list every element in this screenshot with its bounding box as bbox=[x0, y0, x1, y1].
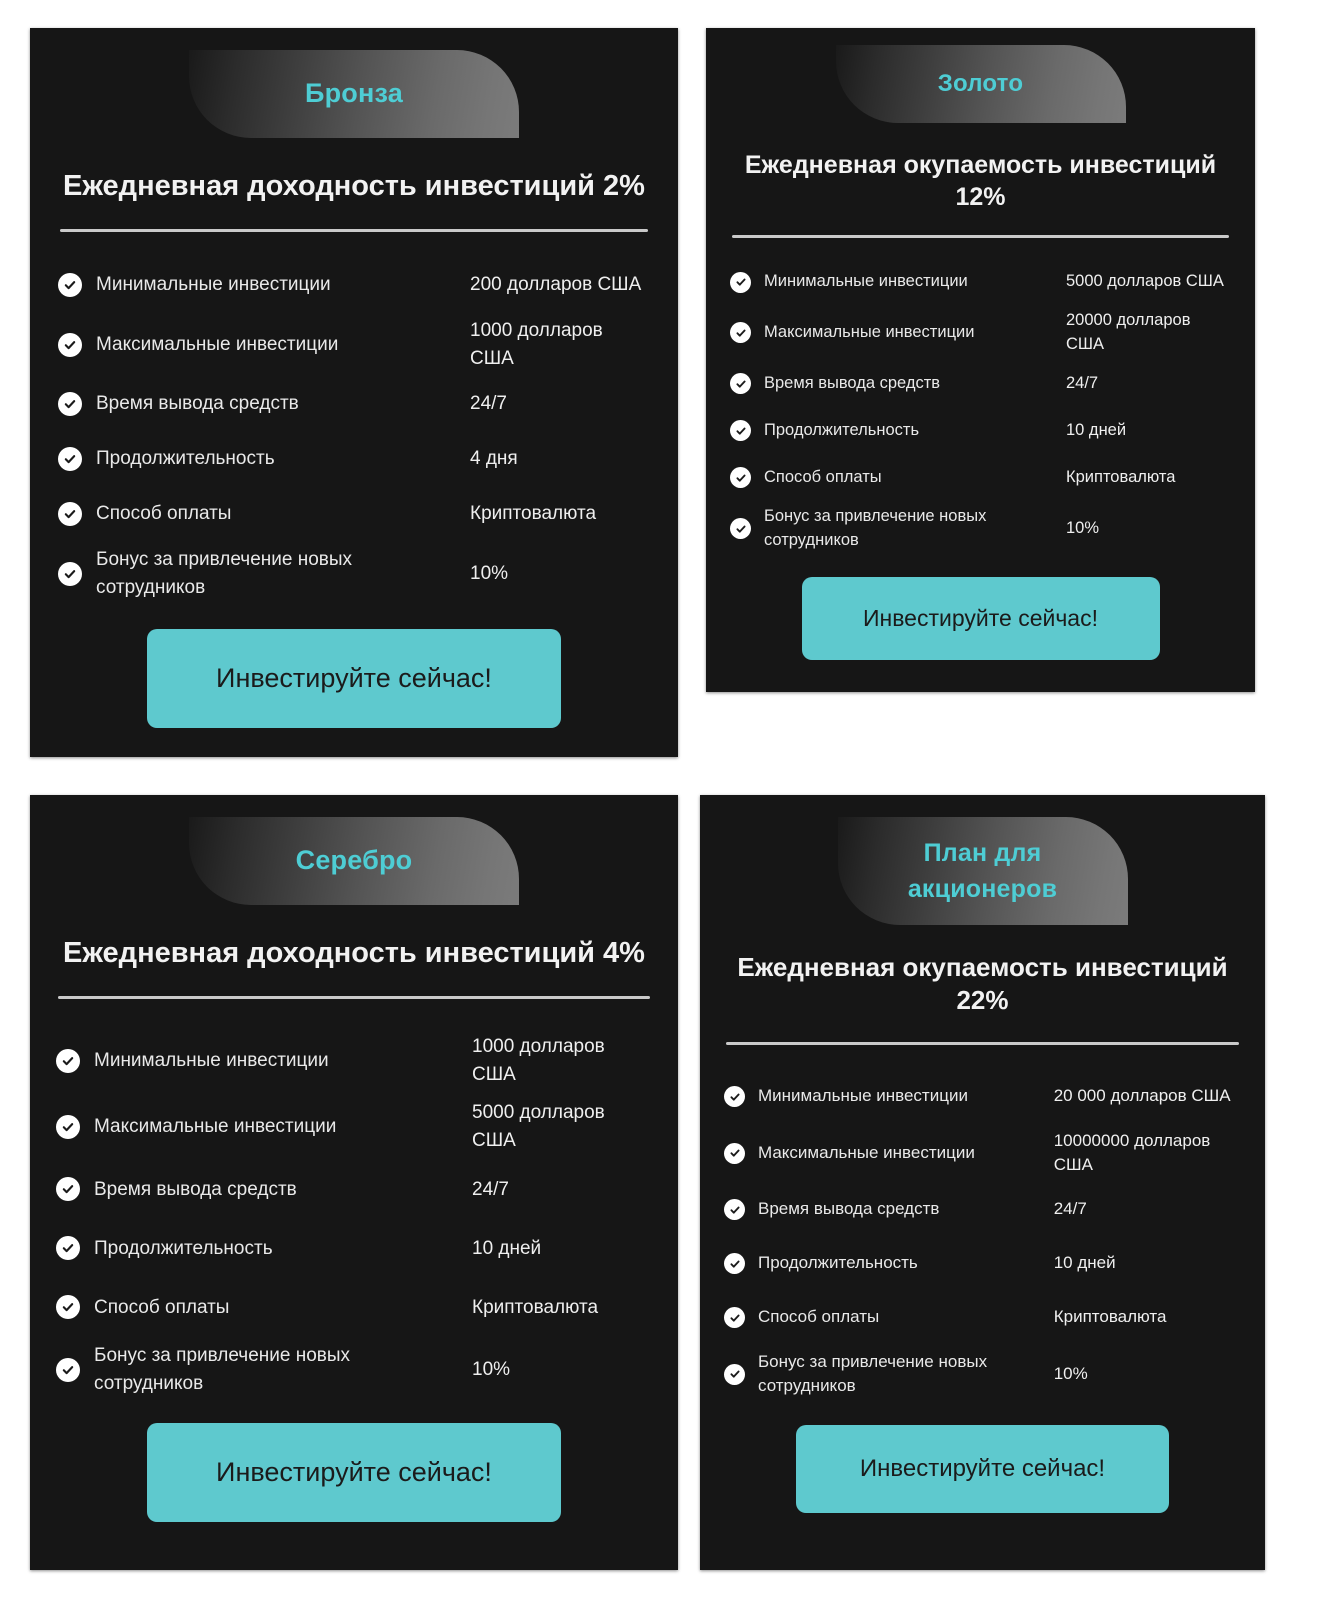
feature-row bbox=[724, 1188, 1241, 1232]
check-circle-icon bbox=[58, 447, 82, 471]
check-circle-icon bbox=[724, 1253, 745, 1274]
check-circle-icon bbox=[724, 1143, 745, 1164]
plan-title: Ежедневная окупаемость инвестиций 22% bbox=[737, 952, 1228, 1016]
feature-value: 24/7 bbox=[1053, 1199, 1087, 1219]
check-circle-icon bbox=[56, 1177, 80, 1201]
plan-card-silver bbox=[30, 795, 678, 1570]
feature-label: Время вывода средств bbox=[94, 1178, 297, 1200]
feature-label: Максимальные инвестиции bbox=[94, 1115, 337, 1137]
check-circle-icon bbox=[56, 1049, 80, 1073]
feature-value: 10% bbox=[472, 1359, 511, 1381]
feature-label: Способ оплаты bbox=[764, 467, 882, 486]
invest-now-button[interactable]: Инвестируйте сейчас! bbox=[147, 1423, 561, 1522]
feature-label: Минимальные инвестиции bbox=[764, 272, 968, 291]
feature-row bbox=[58, 381, 650, 427]
feature-label: Бонус за привлечение новых сотрудников bbox=[96, 549, 353, 598]
feature-value: 20000 долларов США bbox=[1066, 311, 1191, 353]
plan-divider bbox=[726, 1042, 1239, 1045]
feature-value: 4 дня bbox=[470, 448, 518, 470]
feature-row bbox=[724, 1296, 1241, 1340]
feature-label: Время вывода средств bbox=[96, 393, 299, 415]
feature-label: Максимальные инвестиции bbox=[758, 1142, 975, 1162]
feature-row bbox=[730, 411, 1231, 451]
feature-value: 5000 долларов США bbox=[1066, 272, 1224, 291]
feature-label: Максимальные инвестиции bbox=[96, 333, 339, 355]
feature-value: 24/7 bbox=[1066, 373, 1099, 392]
invest-now-button[interactable]: Инвестируйте сейчас! bbox=[802, 577, 1160, 660]
feature-row bbox=[56, 1033, 652, 1088]
feature-value: 200 долларов США bbox=[470, 274, 642, 296]
check-circle-icon bbox=[58, 562, 82, 586]
plan-ribbon bbox=[836, 45, 1126, 123]
check-circle-icon bbox=[56, 1115, 80, 1139]
plan-feature-list bbox=[730, 262, 1231, 553]
check-circle-icon bbox=[724, 1307, 745, 1328]
invest-now-button[interactable]: Инвестируйте сейчас! bbox=[147, 629, 561, 728]
feature-value: 5000 долларов США bbox=[472, 1102, 605, 1151]
feature-label: Продолжительность bbox=[764, 420, 920, 439]
plan-title: Ежедневная доходность инвестиций 2% bbox=[63, 170, 645, 202]
check-circle-icon bbox=[730, 420, 751, 441]
check-circle-icon bbox=[56, 1236, 80, 1260]
feature-row bbox=[730, 364, 1231, 404]
plan-cta-container bbox=[706, 577, 1255, 660]
check-circle-icon bbox=[56, 1358, 80, 1382]
plan-ribbon-label: План для акционеров bbox=[907, 838, 1058, 903]
check-circle-icon bbox=[724, 1086, 745, 1107]
feature-value: 24/7 bbox=[470, 393, 507, 415]
plan-ribbon-label: Золото bbox=[937, 69, 1024, 97]
feature-row bbox=[724, 1242, 1241, 1286]
feature-value: 1000 долларов США bbox=[472, 1036, 605, 1085]
plan-divider bbox=[58, 996, 650, 999]
feature-label: Минимальные инвестиции bbox=[758, 1086, 968, 1106]
feature-label: Бонус за привлечение новых сотрудников bbox=[94, 1345, 351, 1394]
check-circle-icon bbox=[730, 518, 751, 539]
feature-label: Продолжительность bbox=[94, 1237, 273, 1259]
plan-ribbon-label: Бронза bbox=[305, 78, 403, 109]
plan-cta-container bbox=[30, 1423, 678, 1522]
check-circle-icon bbox=[730, 272, 751, 293]
feature-row bbox=[56, 1342, 652, 1397]
plan-ribbon-container bbox=[30, 795, 678, 905]
feature-value: 10 дней bbox=[1066, 420, 1127, 439]
check-circle-icon bbox=[56, 1295, 80, 1319]
plan-divider bbox=[732, 235, 1229, 238]
plan-title: Ежедневная доходность инвестиций 4% bbox=[63, 937, 645, 969]
plan-ribbon-container bbox=[706, 28, 1255, 123]
feature-row bbox=[730, 458, 1231, 498]
check-circle-icon bbox=[730, 322, 751, 343]
plan-card-bronze bbox=[30, 28, 678, 757]
check-circle-icon bbox=[724, 1199, 745, 1220]
feature-row bbox=[58, 546, 650, 601]
feature-label: Продолжительность bbox=[758, 1253, 918, 1273]
feature-value: 10000000 долларов США bbox=[1053, 1130, 1211, 1175]
check-circle-icon bbox=[730, 467, 751, 488]
feature-label: Способ оплаты bbox=[94, 1296, 230, 1318]
plan-feature-list bbox=[56, 1033, 652, 1397]
check-circle-icon bbox=[730, 373, 751, 394]
plan-ribbon-container bbox=[30, 28, 678, 138]
feature-row bbox=[58, 262, 650, 308]
plan-ribbon-container bbox=[700, 795, 1265, 925]
plan-card-gold bbox=[706, 28, 1255, 692]
feature-row bbox=[56, 1099, 652, 1154]
feature-row bbox=[724, 1075, 1241, 1119]
feature-label: Минимальные инвестиции bbox=[96, 274, 331, 296]
plan-divider bbox=[60, 229, 648, 232]
feature-value: Криптовалюта bbox=[472, 1296, 599, 1318]
feature-label: Способ оплаты bbox=[96, 503, 232, 525]
check-circle-icon bbox=[58, 502, 82, 526]
feature-row bbox=[56, 1165, 652, 1213]
plan-feature-list bbox=[724, 1075, 1241, 1400]
feature-label: Бонус за привлечение новых сотрудников bbox=[758, 1351, 988, 1396]
feature-value: Криптовалюта bbox=[1066, 467, 1176, 486]
feature-value: 10 дней bbox=[472, 1237, 542, 1259]
feature-row bbox=[724, 1129, 1241, 1178]
feature-label: Максимальные инвестиции bbox=[764, 322, 975, 341]
plan-ribbon bbox=[189, 50, 519, 138]
plan-cta-container bbox=[700, 1425, 1265, 1513]
feature-value: 20 000 долларов США bbox=[1053, 1086, 1231, 1106]
feature-label: Минимальные инвестиции bbox=[94, 1049, 329, 1071]
check-circle-icon bbox=[58, 333, 82, 357]
plan-ribbon-label: Серебро bbox=[295, 845, 413, 876]
check-circle-icon bbox=[724, 1364, 745, 1385]
feature-value: 10% bbox=[1066, 518, 1100, 537]
plan-cta-container bbox=[30, 629, 678, 728]
feature-row bbox=[730, 262, 1231, 302]
feature-value: 10 дней bbox=[1053, 1253, 1116, 1273]
feature-row bbox=[56, 1224, 652, 1272]
plan-ribbon bbox=[838, 817, 1128, 925]
feature-label: Время вывода средств bbox=[764, 373, 941, 392]
feature-row bbox=[730, 505, 1231, 553]
feature-value: 1000 долларов США bbox=[470, 320, 603, 369]
feature-row bbox=[724, 1350, 1241, 1399]
feature-label: Бонус за привлечение новых сотрудников bbox=[764, 506, 987, 549]
feature-value: 10% bbox=[1053, 1364, 1088, 1384]
feature-row bbox=[58, 436, 650, 482]
feature-row bbox=[58, 491, 650, 537]
feature-value: Криптовалюта bbox=[1053, 1307, 1167, 1327]
check-circle-icon bbox=[58, 273, 82, 297]
feature-row bbox=[58, 317, 650, 372]
feature-row bbox=[730, 309, 1231, 357]
feature-row bbox=[56, 1283, 652, 1331]
feature-label: Время вывода средств bbox=[758, 1199, 940, 1219]
feature-label: Способ оплаты bbox=[758, 1307, 880, 1327]
feature-value: Криптовалюта bbox=[470, 503, 597, 525]
feature-label: Продолжительность bbox=[96, 448, 275, 470]
check-circle-icon bbox=[58, 392, 82, 416]
plan-title: Ежедневная окупаемость инвестиций 12% bbox=[744, 151, 1217, 211]
feature-value: 24/7 bbox=[472, 1178, 509, 1200]
plan-ribbon bbox=[189, 817, 519, 905]
invest-now-button[interactable]: Инвестируйте сейчас! bbox=[796, 1425, 1169, 1513]
plan-card-shareholder bbox=[700, 795, 1265, 1570]
plan-feature-list bbox=[58, 262, 650, 601]
feature-value: 10% bbox=[470, 562, 509, 584]
